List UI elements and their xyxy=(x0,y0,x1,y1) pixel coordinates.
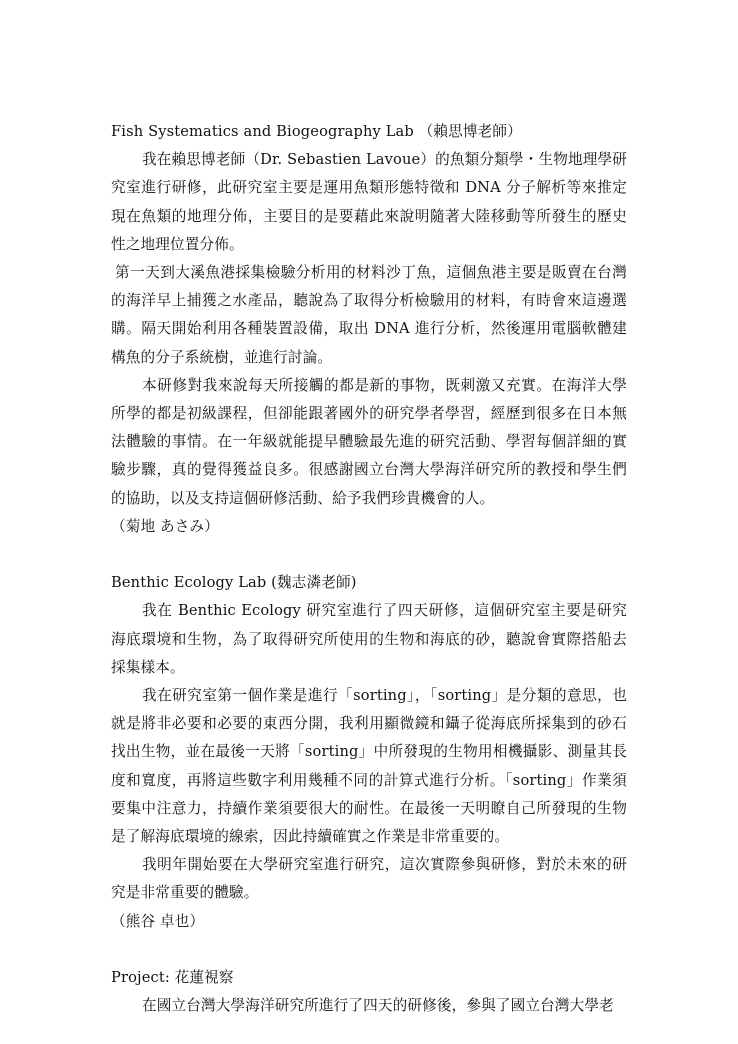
body-paragraph: 在國立台灣大學海洋研究所進行了四天的研修後，參與了國立台灣大學老 xyxy=(142,997,614,1015)
section-spacer xyxy=(111,541,627,569)
section-fish-systematics-lab xyxy=(111,118,627,541)
section-spacer xyxy=(111,936,627,964)
section-hualien-project xyxy=(111,964,627,1020)
section-benthic-ecology-lab xyxy=(111,569,627,936)
author-credit: （熊谷 卓也） xyxy=(111,912,205,930)
section-heading: Benthic Ecology Lab (魏志潾老師) xyxy=(111,574,357,592)
section-heading: Project: 花蓮視察 xyxy=(111,969,234,987)
body-paragraph: 我明年開始要在大學研究室進行研究，這次實際參與研修，對於未來的研究是非常重要的體驗。 xyxy=(111,856,627,902)
document-body xyxy=(111,118,627,1020)
author-credit: （菊地 あさみ） xyxy=(111,517,219,535)
body-paragraph: 我在 Benthic Ecology 研究室進行了四天研修，這個研究室主要是研究海底環境和生物，為了取得研究所使用的生物和海底的砂，聽說會實際搭船去採集樣本。 xyxy=(111,602,627,676)
body-paragraph: 我在賴思博老師（Dr. Sebastien Lavoue）的魚類分類學・生物地理學研究室進行研修，此研究室主要是運用魚類形態特徵和 DNA 分子解析等來推定現在魚類的地理分佈，主要目的是要藉此來說明隨著大陸移動等所發生的歷史性之地理位置分佈。 xyxy=(111,151,627,253)
body-paragraph: 本研修對我來說每天所接觸的都是新的事物，既刺激又充實。在海洋大學所學的都是初級課程，但卻能跟著國外的研究學者學習，經歷到很多在日本無法體驗的事情。在一年級就能提早體驗最先進的研究活動、學習每個詳細的實驗步驟，真的覺得獲益良多。很感謝國立台灣大學海洋研究所的教授和學生們的協助，以及支持這個研修活動、給予我們珍貴機會的人。 xyxy=(111,376,627,507)
body-paragraph: 第一天到大溪魚港採集檢驗分析用的材料沙丁魚，這個魚港主要是販賣在台灣的海洋早上捕獲之水產品，聽說為了取得分析檢驗用的材料，有時會來這邊選購。隔天開始利用各種裝置設備，取出 DNA 進行分析，然後運用電腦軟體建構魚的分子系統樹，並進行討論。 xyxy=(111,264,627,366)
section-heading: Fish Systematics and Biogeography Lab （賴思博老師） xyxy=(111,123,522,140)
body-paragraph: 我在研究室第一個作業是進行「sorting」，「sorting」是分類的意思，也就是將非必要和必要的東西分開，我利用顯微鏡和鑷子從海底所採集到的砂石找出生物，並在最後一天將「sorting」中所發現的生物用相機攝影、測量其長度和寬度，再將這些數字利用幾種不同的計算式進行分析。「sorting」作業須要集中注意力，持續作業須要很大的耐性。在最後一天明瞭自己所發現的生物是了解海底環境的線索，因此持續確實之作業是非常重要的。 xyxy=(111,687,627,846)
